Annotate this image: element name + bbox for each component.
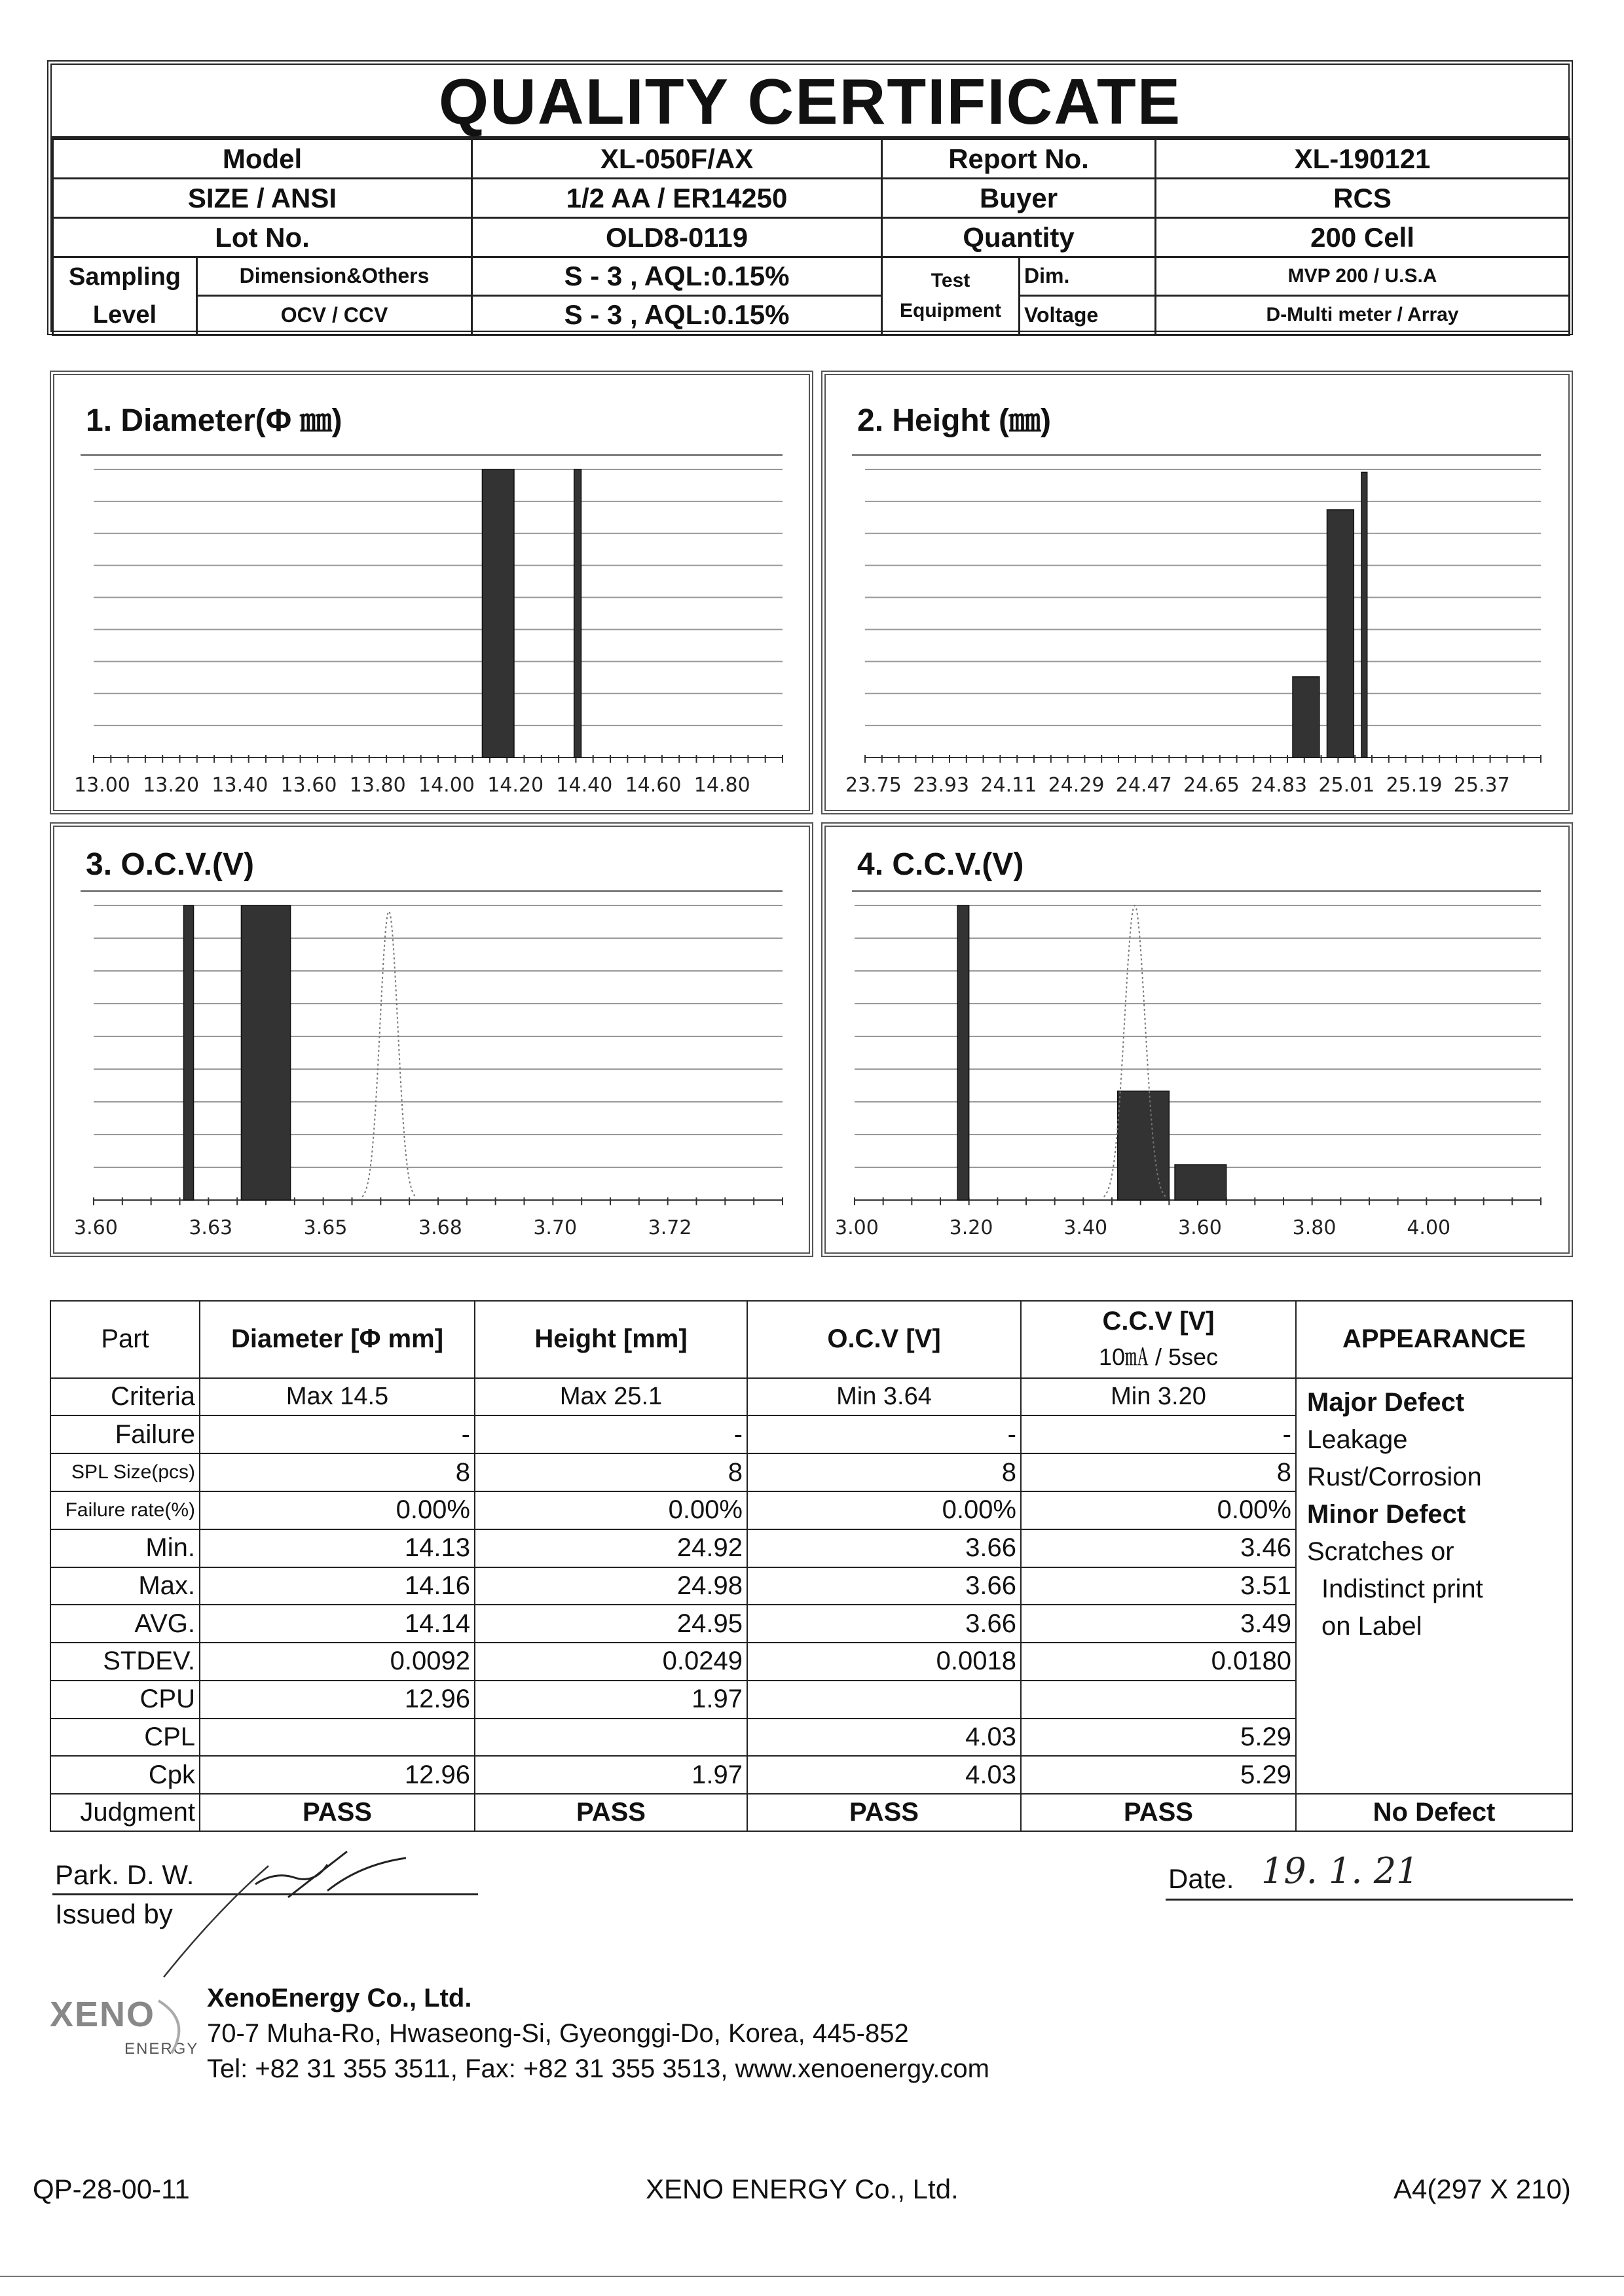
logo-text: XENO — [50, 1995, 156, 2034]
max-ocv: 3.66 — [747, 1567, 1021, 1605]
minor-defect-item: Scratches or — [1307, 1537, 1454, 1566]
histogram-bar — [184, 905, 194, 1200]
ccv-header — [1021, 1301, 1296, 1378]
ocv-header: O.C.V [V] — [747, 1301, 1021, 1378]
x-tick-label: 14.80 — [693, 774, 750, 797]
ccv-chart-title: 4. C.C.V.(V) — [857, 847, 1024, 882]
buyer-label: Buyer — [882, 179, 1156, 218]
ccv-chart — [826, 827, 1568, 1252]
x-tick-label: 24.83 — [1251, 774, 1308, 797]
histogram-bar — [482, 469, 514, 757]
max-ccv: 3.51 — [1021, 1567, 1296, 1605]
judgment-diameter: PASS — [200, 1794, 475, 1831]
row-label-judgment: Judgment — [50, 1794, 200, 1831]
results-table — [50, 1300, 1573, 1832]
avg-ocv: 3.66 — [747, 1605, 1021, 1643]
normal-curve — [362, 911, 415, 1197]
x-tick-label: 24.11 — [980, 774, 1037, 797]
judgment-appearance: No Defect — [1296, 1794, 1572, 1831]
x-tick-label: 13.40 — [212, 774, 268, 797]
test-equipment-label: Test Equipment — [882, 257, 1020, 335]
lot-no-label: Lot No. — [53, 218, 472, 257]
min-ocv: 3.66 — [747, 1529, 1021, 1567]
cpk-ocv: 4.03 — [747, 1756, 1021, 1794]
diameter-header: Diameter [Φ mm] — [200, 1301, 475, 1378]
max-diameter: 14.16 — [200, 1567, 475, 1605]
report-no-label: Report No. — [882, 139, 1156, 179]
x-tick-label: 3.68 — [418, 1216, 462, 1239]
histogram-bar — [1361, 472, 1367, 757]
min-height: 24.92 — [475, 1529, 747, 1567]
voltage-equipment-value: D-Multi meter / Array — [1156, 295, 1570, 335]
histogram-bar — [1175, 1165, 1227, 1200]
judgment-ccv: PASS — [1021, 1794, 1296, 1831]
min-ccv: 3.46 — [1021, 1529, 1296, 1567]
x-tick-label: 3.65 — [303, 1216, 348, 1239]
dimension-aql-value: S - 3 , AQL:0.15% — [472, 257, 882, 296]
cpl-diameter — [200, 1719, 475, 1757]
spl-size-diameter: 8 — [200, 1453, 475, 1491]
quantity-value: 200 Cell — [1156, 218, 1570, 257]
row-label-cpl: CPL — [50, 1719, 200, 1757]
failure-rate-ocv: 0.00% — [747, 1491, 1021, 1529]
ocv-chart-panel — [50, 822, 813, 1257]
x-tick-label: 25.37 — [1453, 774, 1510, 797]
model-label: Model — [53, 139, 472, 179]
dim-label: Dim. — [1020, 257, 1156, 296]
row-label-cpk: Cpk — [50, 1756, 200, 1794]
judgment-height: PASS — [475, 1794, 747, 1831]
avg-height: 24.95 — [475, 1605, 747, 1643]
dimension-others-label: Dimension&Others — [197, 257, 472, 296]
diameter-chart — [54, 375, 809, 810]
x-tick-label: 24.47 — [1115, 774, 1172, 797]
height-chart-title: 2. Height (㎜) — [857, 403, 1051, 438]
header-table — [52, 138, 1570, 336]
histogram-bar — [957, 905, 969, 1200]
company-name: XenoEnergy Co., Ltd. — [207, 1984, 472, 2013]
page-title: QUALITY CERTIFICATE — [52, 65, 1568, 138]
dim-equipment-value: MVP 200 / U.S.A — [1156, 257, 1570, 296]
quantity-label: Quantity — [882, 218, 1156, 257]
x-tick-label: 14.20 — [487, 774, 544, 797]
issued-by-label: Issued by — [55, 1899, 173, 1929]
row-label-cpu: CPU — [50, 1681, 200, 1719]
cpk-diameter: 12.96 — [200, 1756, 475, 1794]
x-tick-label: 13.20 — [143, 774, 200, 797]
max-height: 24.98 — [475, 1567, 747, 1605]
histogram-bar — [1118, 1091, 1170, 1201]
appearance-cell — [1296, 1378, 1572, 1795]
footer-company: XENO ENERGY Co., Ltd. — [646, 2174, 959, 2204]
appearance-header: APPEARANCE — [1296, 1301, 1572, 1378]
x-tick-label: 3.63 — [189, 1216, 233, 1239]
ocv-chart — [54, 827, 809, 1252]
avg-ccv: 3.49 — [1021, 1605, 1296, 1643]
report-no-value: XL-190121 — [1156, 139, 1570, 179]
avg-diameter: 14.14 — [200, 1605, 475, 1643]
part-header: Part — [50, 1301, 200, 1378]
row-label-stdev: STDEV. — [50, 1643, 200, 1681]
certificate-header — [47, 60, 1573, 335]
failure-diameter: - — [200, 1415, 475, 1453]
judgment-ocv: PASS — [747, 1794, 1021, 1831]
x-tick-label: 13.00 — [74, 774, 130, 797]
x-tick-label: 3.70 — [533, 1216, 578, 1239]
cpl-height — [475, 1719, 747, 1757]
x-tick-label: 3.60 — [74, 1216, 118, 1239]
company-contact: Tel: +82 31 355 3511, Fax: +82 31 355 3513, www.xenoenergy.com — [207, 2054, 989, 2083]
x-tick-label: 24.65 — [1183, 774, 1240, 797]
x-tick-label: 3.20 — [949, 1216, 993, 1239]
row-label-failure: Failure — [50, 1415, 200, 1453]
ccv-chart-panel — [821, 822, 1573, 1257]
row-label-failure-rate: Failure rate(%) — [50, 1491, 200, 1529]
ocv-chart-title: 3. O.C.V.(V) — [86, 847, 254, 882]
stdev-ocv: 0.0018 — [747, 1643, 1021, 1681]
model-value: XL-050F/AX — [472, 139, 882, 179]
x-tick-label: 4.00 — [1407, 1216, 1451, 1239]
row-label-avg: AVG. — [50, 1605, 200, 1643]
size-value: 1/2 AA / ER14250 — [472, 179, 882, 218]
row-label-max: Max. — [50, 1567, 200, 1605]
cpl-ocv: 4.03 — [747, 1719, 1021, 1757]
major-defect-label: Major Defect — [1307, 1387, 1465, 1417]
minor-defect-label: Minor Defect — [1307, 1499, 1466, 1529]
histogram-bar — [1327, 510, 1354, 757]
min-diameter: 14.13 — [200, 1529, 475, 1567]
lot-no-value: OLD8-0119 — [472, 218, 882, 257]
spl-size-ocv: 8 — [747, 1453, 1021, 1491]
date-value: 19. 1. 21 — [1261, 1850, 1419, 1891]
company-address: 70-7 Muha-Ro, Hwaseong-Si, Gyeonggi-Do, Korea, 445-852 — [207, 2019, 909, 2048]
buyer-value: RCS — [1156, 179, 1570, 218]
company-logo — [47, 1994, 211, 2073]
x-tick-label: 23.75 — [845, 774, 902, 797]
stdev-ccv: 0.0180 — [1021, 1643, 1296, 1681]
failure-rate-diameter: 0.00% — [200, 1491, 475, 1529]
criteria-height: Max 25.1 — [475, 1378, 747, 1416]
failure-rate-height: 0.00% — [475, 1491, 747, 1529]
height-chart — [826, 375, 1568, 810]
major-defect-item: Rust/Corrosion — [1307, 1462, 1482, 1491]
ccv-header-condition: 10㎃ / 5sec — [1098, 1343, 1219, 1370]
spl-size-height: 8 — [475, 1453, 747, 1491]
sampling-level-label: Sampling Level — [53, 257, 197, 335]
inspector-name: Park. D. W. — [55, 1859, 194, 1890]
x-tick-label: 3.80 — [1292, 1216, 1337, 1239]
date-line — [1166, 1899, 1573, 1901]
issued-by-stroke — [138, 1859, 308, 1990]
x-tick-label: 23.93 — [913, 774, 970, 797]
table-row — [50, 1794, 1572, 1831]
page-bottom-rule — [0, 2276, 1624, 2277]
cpu-ocv — [747, 1681, 1021, 1719]
x-tick-label: 14.60 — [625, 774, 682, 797]
x-tick-label: 14.00 — [418, 774, 475, 797]
logo-sub: ENERGY — [124, 2040, 199, 2058]
histogram-bar — [1293, 677, 1320, 757]
size-label: SIZE / ANSI — [53, 179, 472, 218]
minor-defect-item: Indistinct print — [1321, 1574, 1483, 1603]
criteria-ocv: Min 3.64 — [747, 1378, 1021, 1416]
x-tick-label: 13.80 — [349, 774, 406, 797]
row-label-spl-size: SPL Size(pcs) — [50, 1453, 200, 1491]
date-label: Date. — [1168, 1863, 1234, 1894]
failure-ccv: - — [1021, 1415, 1296, 1453]
failure-height: - — [475, 1415, 747, 1453]
failure-ocv: - — [747, 1415, 1021, 1453]
row-label-criteria: Criteria — [50, 1378, 200, 1416]
diameter-chart-title: 1. Diameter(Φ ㎜) — [86, 403, 342, 438]
stdev-diameter: 0.0092 — [200, 1643, 475, 1681]
cpu-diameter: 12.96 — [200, 1681, 475, 1719]
ocv-ccv-label: OCV / CCV — [197, 295, 472, 335]
x-tick-label: 24.29 — [1048, 774, 1105, 797]
voltage-label: Voltage — [1020, 295, 1156, 335]
x-tick-label: 3.72 — [648, 1216, 692, 1239]
x-tick-label: 14.40 — [556, 774, 613, 797]
cpu-ccv — [1021, 1681, 1296, 1719]
row-label-min: Min. — [50, 1529, 200, 1567]
ccv-header-label: C.C.V [V] — [1102, 1306, 1215, 1336]
ocv-ccv-aql-value: S - 3 , AQL:0.15% — [472, 295, 882, 335]
failure-rate-ccv: 0.00% — [1021, 1491, 1296, 1529]
document-code: QP-28-00-11 — [33, 2174, 190, 2204]
x-tick-label: 3.40 — [1063, 1216, 1108, 1239]
major-defect-item: Leakage — [1307, 1425, 1408, 1454]
paper-size: A4(297 X 210) — [1393, 2174, 1571, 2204]
minor-defect-item: on Label — [1321, 1611, 1422, 1641]
table-row — [50, 1378, 1572, 1416]
cpk-ccv: 5.29 — [1021, 1756, 1296, 1794]
criteria-diameter: Max 14.5 — [200, 1378, 475, 1416]
cpu-height: 1.97 — [475, 1681, 747, 1719]
cpl-ccv: 5.29 — [1021, 1719, 1296, 1757]
spl-size-ccv: 8 — [1021, 1453, 1296, 1491]
histogram-bar — [241, 905, 290, 1200]
diameter-chart-panel — [50, 371, 813, 814]
criteria-ccv: Min 3.20 — [1021, 1378, 1296, 1416]
logo-swoosh — [47, 1994, 211, 2073]
x-tick-label: 3.00 — [835, 1216, 879, 1239]
x-tick-label: 25.01 — [1318, 774, 1375, 797]
cpk-height: 1.97 — [475, 1756, 747, 1794]
x-tick-label: 13.60 — [280, 774, 337, 797]
x-tick-label: 3.60 — [1178, 1216, 1222, 1239]
height-header: Height [mm] — [475, 1301, 747, 1378]
x-tick-label: 25.19 — [1386, 774, 1443, 797]
height-chart-panel — [821, 371, 1573, 814]
histogram-bar — [574, 469, 581, 757]
stdev-height: 0.0249 — [475, 1643, 747, 1681]
